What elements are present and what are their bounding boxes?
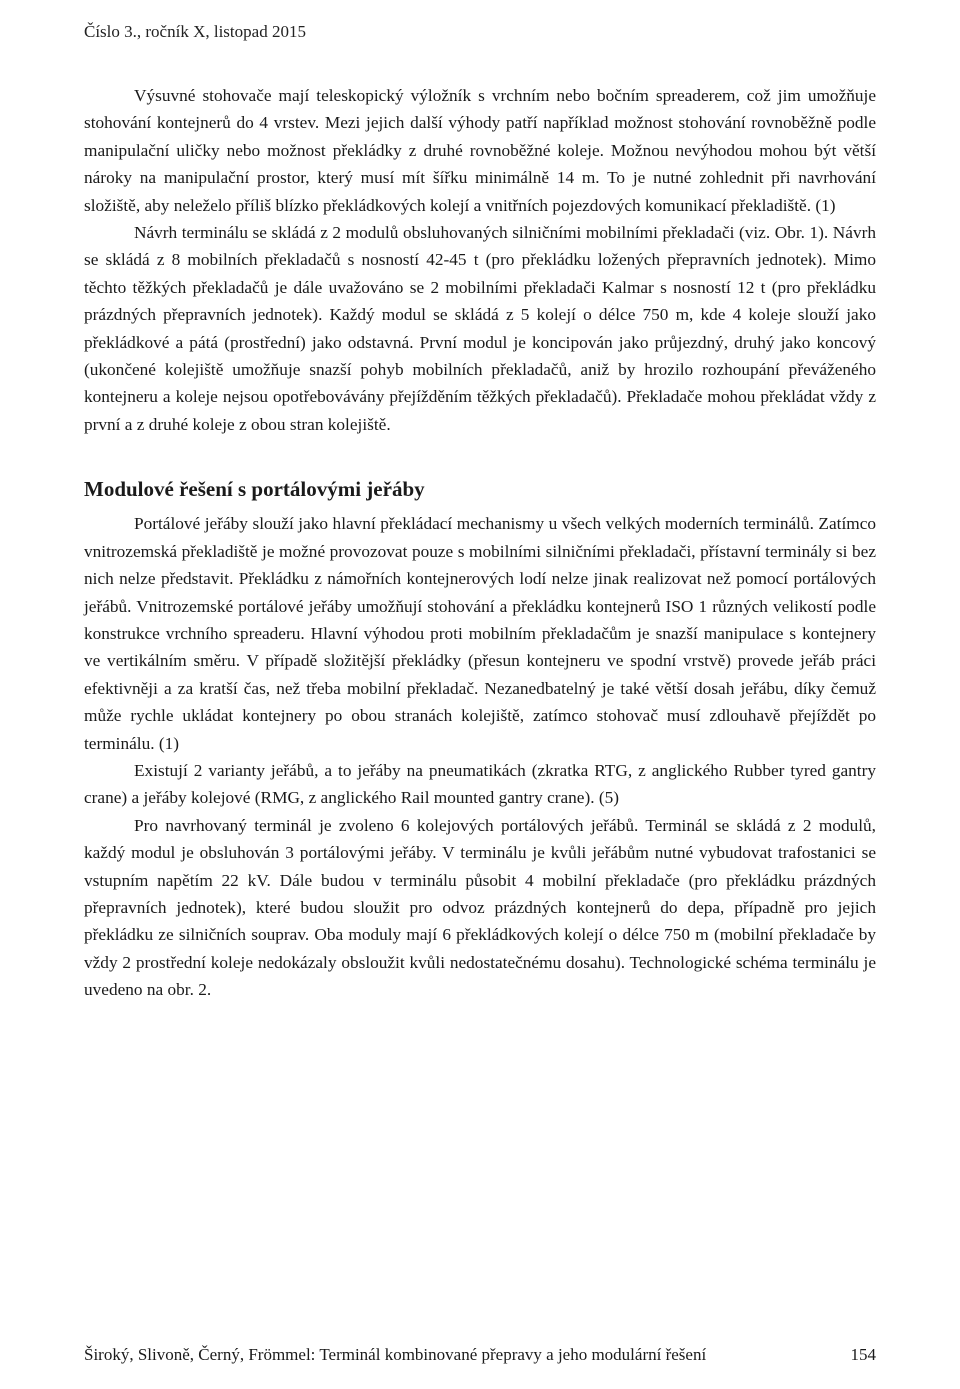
section-heading: Modulové řešení s portálovými jeřáby [84, 477, 425, 502]
paragraph-terminal-design: Návrh terminálu se skládá z 2 modulů obsluhovaných silničními mobilními překladači (viz. Obr. 1). Návrh se skládá z 8 mobilních překladačů s nosností 42-45 t (pro překládku ložených přepravních jednotek). Mimo těchto těžkých překladačů je dále uvažováno se 2 mobilními překladači Kalmar s nosností 12 t (pro překládku prázdných přepravních jednotek). Každý modul se skládá z 5 kolejí o délce 750 m, kde 4 koleje slouží jako překládkové a pátá (prostřední) jako odstavná. První modul je koncipován jako průjezdný, druhý jako koncový (ukončené kolejiště umožňuje snazší pohyb mobilních překladačů, aniž by hrozilo rozhoupání převáženého kontejneru a koleje nejsou opotřebovávány přejížděním těžkých překladačů). Překladače mohou překládat vždy z první a z druhé koleje z obou stran kolejiště. [84, 223, 876, 434]
paragraph-crane-variants: Existují 2 varianty jeřábů, a to jeřáby na pneumatikách (zkratka RTG, z anglického Rubber tyred gantry crane) a jeřáby kolejové (RMG, z anglického Rail mounted gantry crane). (5) [84, 760, 876, 808]
paragraph-proposed-terminal: Pro navrhovaný terminál je zvoleno 6 kolejových portálových jeřábů. Terminál se skládá z 2 modulů, každý modul je obsluhován 3 portálovými jeřáby. V terminálu je kvůli jeřábům nutné vybudovat trafostanici se vstupním napětím 22 kV. Dále budou v terminálu působit 4 mobilní překladače (pro překládku prázdných přepravních jednotek), které budou sloužit pro odvoz prázdných kontejnerů do depa, případně pro jejich překládku ze silničních souprav. Oba moduly mají 6 překládkových kolejí o délce 750 m (mobilní překladače by vždy 2 prostřední koleje nedokázaly obsloužit kvůli nedostatečnému dosahu). Technologické schéma terminálu je uvedeno na obr. 2. [84, 815, 876, 1000]
footer-authors-title: Široký, Slivoně, Černý, Frömmel: Terminál kombinované přepravy a jeho modulární řešení [84, 1345, 707, 1364]
paragraph-gantry-cranes: Portálové jeřáby slouží jako hlavní překládací mechanismy u všech velkých moderních terminálů. Zatímco vnitrozemská překladiště je možné provozovat pouze s mobilními silničními překladači, přístavní terminály si bez nich nelze představit. Překládku z námořních kontejnerových lodí nelze jinak realizovat než pomocí portálových jeřábů. Vnitrozemské portálové jeřáby umožňují stohování a překládku kontejnerů ISO 1 různých velikostí podle konstrukce vrchního spreaderu. Hlavní výhodou proti mobilním překladačům je snazší manipulace s kontejnery ve vertikálním směru. V případě složitější překládky (přesun kontejneru ve spodní vrstvě) provede jeřáb práci efektivněji a za kratší čas, než třeba mobilní překladač. Nezanedbatelný je také větší dosah jeřábu, díky čemuž může rychle ukládat kontejnery po obou stranách kolejiště, zatímco stohovač musí zdlouhavě přejíždět po terminálu. (1) [84, 514, 876, 753]
page-number: 154 [850, 1345, 876, 1364]
page-body [84, 82, 876, 1004]
page-footer [84, 1345, 876, 1365]
running-header: Číslo 3., ročník X, listopad 2015 [84, 22, 306, 41]
paragraph-reach-stackers: Výsuvné stohovače mají teleskopický výložník s vrchním nebo bočním spreaderem, což jim umožňuje stohování kontejnerů do 4 vrstev. Mezi jejich další výhody patří například možnost stohování rovnoběžně podle manipulační uličky nebo možnost překládky z druhé rovnoběžné koleje. Možnou nevýhodou mohou být větší nároky na manipulační prostor, který musí mít šířku minimálně 14 m. To je nutné zohlednit při navrhování složiště, aby neleželo příliš blízko překládkových kolejí a vnitřních pojezdových komunikací překladiště. (1) [84, 86, 876, 215]
